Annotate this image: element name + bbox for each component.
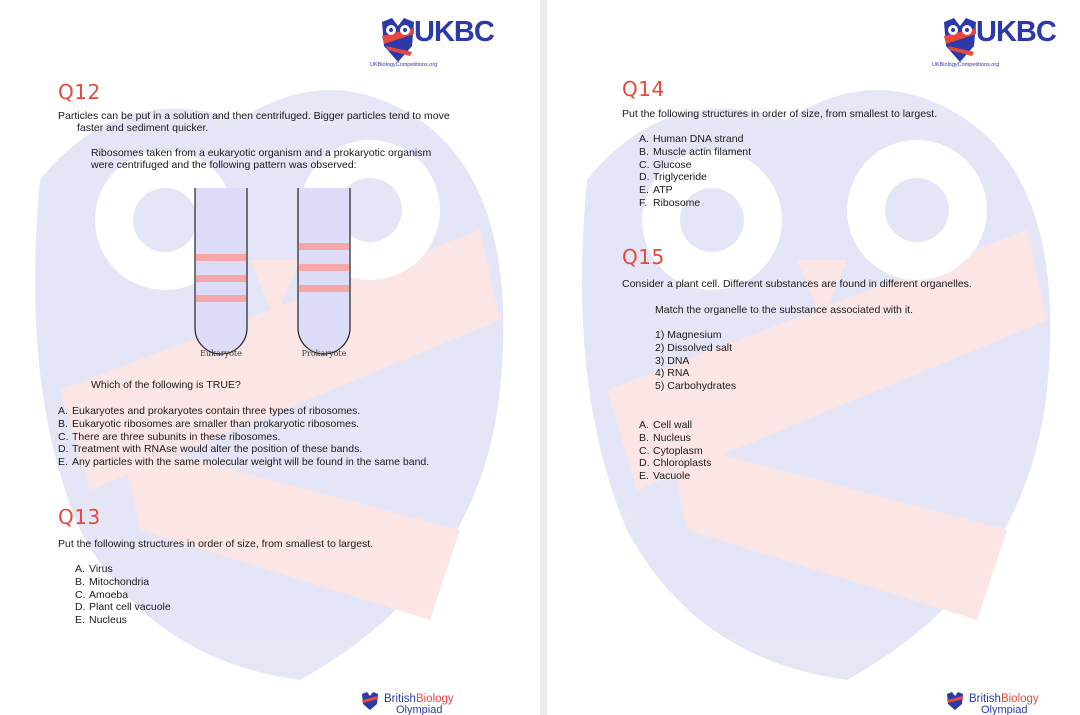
bbo-footer-logo (360, 690, 470, 715)
bbo-brand-sub: Olympiad (981, 704, 1028, 715)
ukbc-logo (370, 14, 494, 76)
q12-para-line1: Ribosomes taken from a eukaryotic organism and a prokaryotic organism (91, 147, 432, 159)
q12-option-a: A. Eukaryotes and prokaryotes contain three types of ribosomes. (58, 405, 361, 417)
q12-option-e: E. Any particles with the same molecular weight will be found in the same band. (58, 456, 430, 469)
owl-small-icon (945, 691, 965, 711)
q13-intro: Put the following structures in order of size, from smallest to largest. (58, 538, 374, 550)
bbo-brand-main: British (384, 693, 416, 705)
prokaryote-band-1 (299, 243, 350, 250)
q15-option-c: C. Cytoplasm (639, 444, 703, 457)
q12-intro-line1: Particles can be put in a solution and then centrifuged. Bigger particles tend to move (58, 110, 450, 122)
logo-url: UKBiologyCompetitions.org (370, 62, 438, 68)
q15-options (639, 419, 711, 483)
q14-option-f: F. Ribosome (639, 196, 701, 209)
q15-intro: Consider a plant cell. Different substances are found in different organelles. (622, 278, 972, 290)
logo-url: UKBiologyCompetitions.org (932, 62, 1000, 68)
q14-heading: Q14 (622, 77, 665, 101)
prokaryote-label: Prokaryote (301, 349, 347, 358)
prokaryote-band-3 (299, 285, 350, 292)
q13-option-e: E. Nucleus (75, 614, 127, 627)
q14-option-a: A. Human DNA strand (639, 133, 744, 145)
q15-substance-5: 5) Carbohydrates (655, 380, 737, 393)
owl-logo-icon (940, 16, 980, 64)
q15-option-a: A. Cell wall (639, 419, 693, 431)
q12-option-b: B. Eukaryotic ribosomes are smaller than prokaryotic ribosomes. (58, 417, 360, 430)
owl-small-icon (360, 691, 380, 711)
bbo-brand-accent: Biology (415, 693, 454, 705)
q14-options (639, 133, 751, 210)
q15-substance-3: 3) DNA (655, 354, 690, 367)
q13-option-a: A. Virus (75, 563, 113, 575)
q12-option-d: D. Treatment with RNAse would alter the position of these bands. (58, 443, 363, 456)
bbo-brand-sub: Olympiad (396, 704, 443, 715)
eukaryote-band-2 (196, 275, 247, 282)
q15-option-b: B. Nucleus (639, 431, 691, 444)
q12-para-line2: were centrifuged and the following pattern was observed: (91, 159, 357, 171)
q12-question: Which of the following is TRUE? (91, 379, 241, 391)
bbo-brand-accent: Biology (1000, 693, 1039, 705)
bbo-brand-main: British (969, 693, 1001, 705)
q14-option-e: E. ATP (639, 184, 673, 197)
q13-option-b: B. Mitochondria (75, 575, 150, 588)
logo-text: UKBC (976, 16, 1056, 48)
q12-intro-line2: faster and sediment quicker. (77, 122, 209, 134)
q12-options (58, 405, 429, 469)
logo-text: UKBC (414, 16, 494, 48)
q15-option-e: E. Vacuole (639, 470, 691, 483)
q15-substance-4: 4) RNA (655, 367, 690, 380)
eukaryote-band-3 (196, 295, 247, 302)
q14-option-d: D. Triglyceride (639, 171, 707, 184)
q15-instruction: Match the organelle to the substance associated with it. (655, 304, 913, 316)
q12-heading: Q12 (58, 80, 101, 104)
eukaryote-band-1 (196, 254, 247, 261)
q14-option-b: B. Muscle actin filament (639, 145, 752, 158)
centrifuge-figure (188, 188, 358, 363)
eukaryote-label: Eukaryote (200, 349, 242, 358)
q15-substance-2: 2) Dissolved salt (655, 341, 733, 354)
owl-logo-icon (378, 16, 418, 64)
q13-options (75, 563, 171, 627)
q13-option-d: D. Plant cell vacuole (75, 601, 171, 614)
eukaryote-tube-fill (195, 188, 247, 354)
q15-substances (655, 329, 736, 393)
q15-substance-1: 1) Magnesium (655, 329, 722, 341)
q15-option-d: D. Chloroplasts (639, 457, 712, 470)
q12-option-c: C. There are three subunits in these ribosomes. (58, 430, 281, 443)
right-page (547, 0, 1080, 715)
q13-heading: Q13 (58, 505, 101, 529)
ukbc-logo (932, 14, 1056, 76)
q15-heading: Q15 (622, 245, 665, 269)
q14-intro: Put the following structures in order of size, from smallest to largest. (622, 108, 938, 120)
prokaryote-band-2 (299, 264, 350, 271)
bbo-footer-logo (945, 690, 1055, 715)
q13-option-c: C. Amoeba (75, 588, 129, 601)
q14-option-c: C. Glucose (639, 158, 692, 171)
